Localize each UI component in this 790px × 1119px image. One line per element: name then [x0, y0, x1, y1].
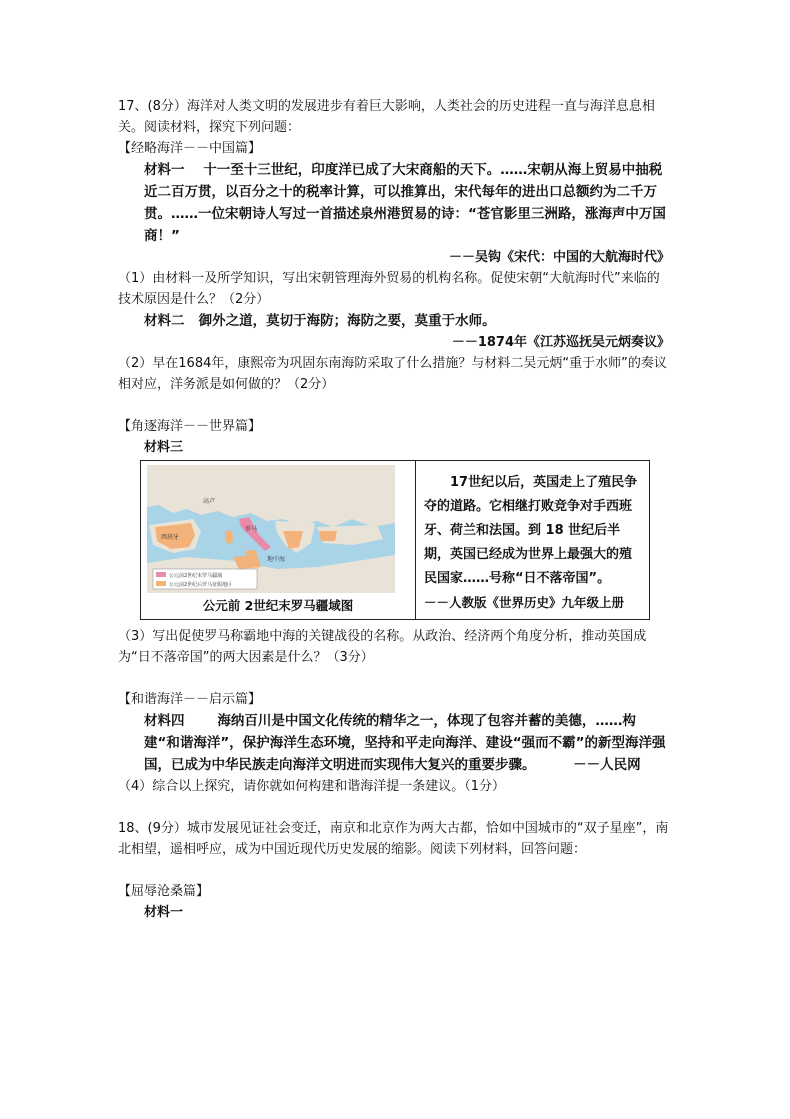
material-2-source: －－1874年《江苏巡抚吴元炳奏议》 [451, 335, 670, 350]
material-4 [118, 710, 670, 776]
material-3-text-cell [416, 461, 650, 620]
map-label-sea: 地中海 [267, 556, 286, 563]
material-2 [118, 310, 670, 332]
q17-intro: 17、(8分）海洋对人类文明的发展进步有着巨大影响，人类社会的历史进程一直与海洋息息相关。阅读材料，探究下列问题： [118, 99, 655, 135]
map-label-gaul: 高卢 [203, 498, 216, 505]
material-2-label: 材料二 [144, 313, 185, 329]
material-4-label: 材料四 [144, 713, 185, 729]
q18-intro: 18、(9分）城市发展见证社会变迁，南京和北京作为两大古都，恰如中国城市的“双子星座”，南北相望，遥相呼应，成为中国近现代历史发展的缩影。阅读下列材料，回答问题： [118, 821, 669, 857]
material-1-text: 十一至十三世纪，印度洋已成了大宋商船的天下。……宋朝从海上贸易中抽税近二百万贯，以百分之十的税率计算，可以推算出，宋代每年的进出口总额约为二千万贯。……一位宋朝诗人写过一首描述泉州港贸易的诗：“苍官影里三洲路，涨海声中万国商！” [144, 162, 666, 244]
q17-section-harmony: 【和谐海洋－－启示篇】 [118, 692, 262, 707]
map-caption: 公元前 2世纪末罗马疆域图 [202, 598, 354, 613]
map-legend-2: 公元前2世纪后罗马征服地区 [169, 582, 233, 588]
material-3-text: 17世纪以后，英国走上了殖民争夺的道路。它相继打败竞争对手西班牙、荷兰和法国。到 18 世纪后半期，英国已经成为世界上最强大的殖民国家……号称“日不落帝国”。 [424, 475, 638, 586]
material-4-text: 海纳百川是中国文化传统的精华之一，体现了包容并蓄的美德，……构建“和谐海洋”，保护海洋生态环境，坚持和平走向海洋、建设“强而不霸”的新型海洋强国，已成为中华民族走向海洋文明进而实现伟大复兴的重要步骤。 [144, 713, 666, 773]
roman-territory-map [147, 465, 395, 593]
material-1 [118, 159, 670, 247]
q18-material-1-label: 材料一 [144, 905, 184, 920]
question-2: （2）早在1684年，康熙帝为巩固东南海防采取了什么措施？与材料二吴元炳“重于水师”的奏议相对应，洋务派是如何做的？（2分） [118, 356, 667, 392]
exam-page [118, 96, 670, 923]
map-cell [141, 461, 416, 620]
question-3: （3）写出促使罗马称霸地中海的关键战役的名称。从政治、经济两个角度分析，推动英国成为“日不落帝国”的两大因素是什么？（3分） [118, 629, 647, 665]
material-4-source: －－人民网 [573, 757, 641, 773]
q17-section-china: 【经略海洋－－中国篇】 [118, 141, 262, 156]
map-legend-1: 公元前2世纪末罗马疆域 [169, 573, 223, 579]
material-3-table [140, 460, 650, 620]
map-label-rome: 罗马 [245, 526, 258, 533]
map-label-spain: 西班牙 [161, 534, 180, 541]
material-1-label: 材料一 [144, 162, 185, 178]
material-3-label: 材料三 [144, 440, 184, 455]
q18-section-humiliation: 【屈辱沧桑篇】 [118, 884, 210, 899]
question-4: （4）综合以上探究，请你就如何构建和谐海洋提一条建议。（1分） [118, 779, 506, 794]
material-2-text: 御外之道，莫切于海防；海防之要，莫重于水师。 [198, 313, 496, 329]
question-1: （1）由材料一及所学知识，写出宋朝管理海外贸易的机构名称。促使宋朝“大航海时代”来临的技术原因是什么？（2分） [118, 271, 660, 307]
material-3-source: －－人教版《世界历史》九年级上册 [424, 595, 625, 610]
material-1-source: －－吴钩《宋代：中国的大航海时代》 [448, 250, 670, 265]
q17-section-world: 【角逐海洋－－世界篇】 [118, 419, 262, 434]
